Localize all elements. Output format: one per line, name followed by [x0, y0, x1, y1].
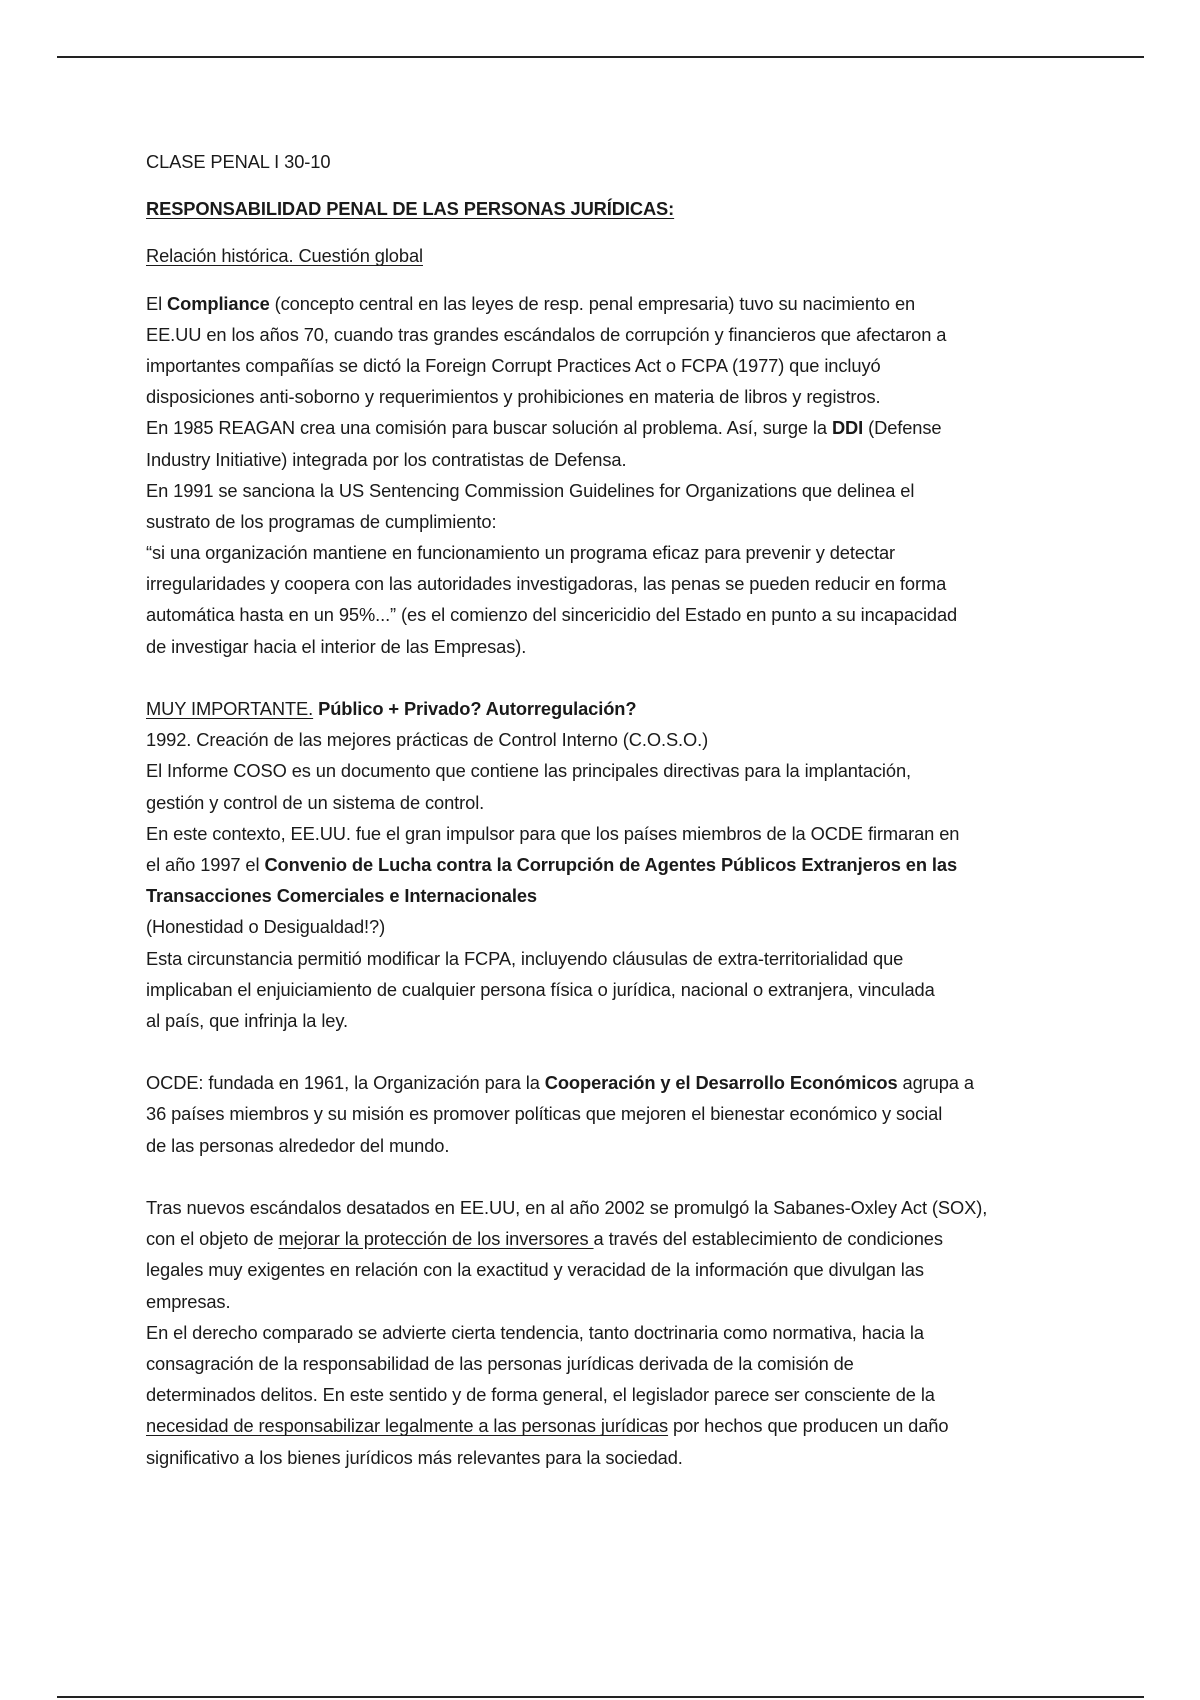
top-rule — [57, 56, 1144, 58]
text-line: En 1985 REAGAN crea una comisión para buscar solución al problema. Así, surge la DDI (Defense — [146, 417, 942, 439]
text-line: El Informe COSO es un documento que contiene las principales directivas para la implantación, — [146, 760, 912, 782]
paragraph-compliance — [146, 288, 1066, 662]
text-line: el año 1997 el Convenio de Lucha contra la Corrupción de Agentes Públicos Extranjeros en las — [146, 853, 958, 875]
text-line: En el derecho comparado se advierte cierta tendencia, tanto doctrinaria como normativa, hacia la — [146, 1321, 924, 1343]
text-line: Esta circunstancia permitió modificar la FCPA, incluyendo cláusulas de extra-territorialidad que — [146, 947, 904, 969]
text-line: legales muy exigentes en relación con la exactitud y veracidad de la información que divulgan las — [146, 1259, 924, 1281]
text-line: En 1991 se sanciona la US Sentencing Commission Guidelines for Organizations que delinea el — [146, 479, 915, 501]
text-line: (Honestidad o Desigualdad!?) — [146, 916, 386, 938]
text-line: significativo a los bienes jurídicos más relevantes para la sociedad. — [146, 1446, 683, 1468]
text-line: sustrato de los programas de cumplimiento: — [146, 510, 497, 532]
convenio-title: Convenio de Lucha contra la Corrupción de Agentes Públicos Extranjeros en las — [264, 853, 958, 875]
term-compliance: Compliance — [167, 292, 270, 314]
text-line: implicaban el enjuiciamiento de cualquier persona física o jurídica, nacional o extranjera, vinculada — [146, 978, 935, 1000]
section-subtitle: Relación histórica. Cuestión global — [146, 245, 423, 267]
text-line: al país, que infrinja la ley. — [146, 1009, 349, 1031]
text-line — [146, 693, 1066, 724]
text-line: irregularidades y coopera con las autoridades investigadoras, las penas se pueden reducir en forma — [146, 573, 947, 595]
text-line: Transacciones Comerciales e Internacionales — [146, 885, 537, 907]
paragraph-sox — [146, 1192, 1066, 1473]
text-line: con el objeto de mejorar la protección de los inversores a través del establecimiento de condiciones — [146, 1228, 943, 1250]
text-line: empresas. — [146, 1290, 231, 1312]
underlined-phrase: necesidad de responsabilizar legalmente a las personas jurídicas — [146, 1415, 669, 1437]
document-header: CLASE PENAL I 30-10 — [146, 151, 331, 172]
paragraph-coso — [146, 693, 1066, 1036]
text-line: consagración de la responsabilidad de las personas jurídicas derivada de la comisión de — [146, 1352, 854, 1374]
bottom-rule — [57, 1696, 1144, 1698]
text-line: gestión y control de un sistema de control. — [146, 791, 485, 813]
text-line: EE.UU en los años 70, cuando tras grandes escándalos de corrupción y financieros que afectaron a — [146, 323, 947, 345]
text-line: determinados delitos. En este sentido y de forma general, el legislador parece ser consciente de la — [146, 1384, 935, 1406]
text-line: Tras nuevos escándalos desatados en EE.UU, en al año 2002 se promulgó la Sabanes-Oxley Act (SOX), — [146, 1197, 988, 1218]
text-line: de las personas alrededor del mundo. — [146, 1134, 450, 1156]
text-line: “si una organización mantiene en funcionamiento un programa eficaz para prevenir y detectar — [146, 542, 895, 564]
document-title: RESPONSABILIDAD PENAL DE LAS PERSONAS JURÍDICAS: — [146, 198, 675, 220]
text-line: Industry Initiative) integrada por los contratistas de Defensa. — [146, 448, 627, 470]
underlined-phrase: mejorar la protección de los inversores — [278, 1228, 594, 1250]
ocde-name: Cooperación y el Desarrollo Económicos — [544, 1072, 898, 1094]
text-line: 36 países miembros y su misión es promover políticas que mejoren el bienestar económico y social — [146, 1103, 943, 1125]
muy-importante-label: MUY IMPORTANTE. — [146, 698, 314, 719]
document-body — [146, 146, 1066, 1473]
text-line: de investigar hacia el interior de las Empresas). — [146, 635, 527, 657]
text-line: importantes compañías se dictó la Foreign Corrupt Practices Act o FCPA (1977) que incluyó — [146, 354, 881, 376]
text-line: En este contexto, EE.UU. fue el gran impulsor para que los países miembros de la OCDE firmaran en — [146, 822, 960, 844]
text-line: disposiciones anti-soborno y requerimientos y prohibiciones en materia de libros y registros. — [146, 386, 881, 408]
text-line: El Compliance (concepto central en las leyes de resp. penal empresaria) tuvo su nacimiento en — [146, 292, 916, 314]
text-line: 1992. Creación de las mejores prácticas de Control Interno (C.O.S.O.) — [146, 729, 709, 751]
text-line: OCDE: fundada en 1961, la Organización para la Cooperación y el Desarrollo Económicos agrupa a — [146, 1072, 974, 1094]
text-line: automática hasta en un 95%...” (es el comienzo del sincericidio del Estado en punto a su incapacidad — [146, 604, 958, 626]
term-ddi: DDI — [831, 417, 864, 439]
text-line: necesidad de responsabilizar legalmente a las personas jurídicas por hechos que producen un daño — [146, 1415, 949, 1437]
paragraph-ocde — [146, 1067, 1066, 1161]
question-heading: Público + Privado? Autorregulación? — [313, 698, 637, 719]
